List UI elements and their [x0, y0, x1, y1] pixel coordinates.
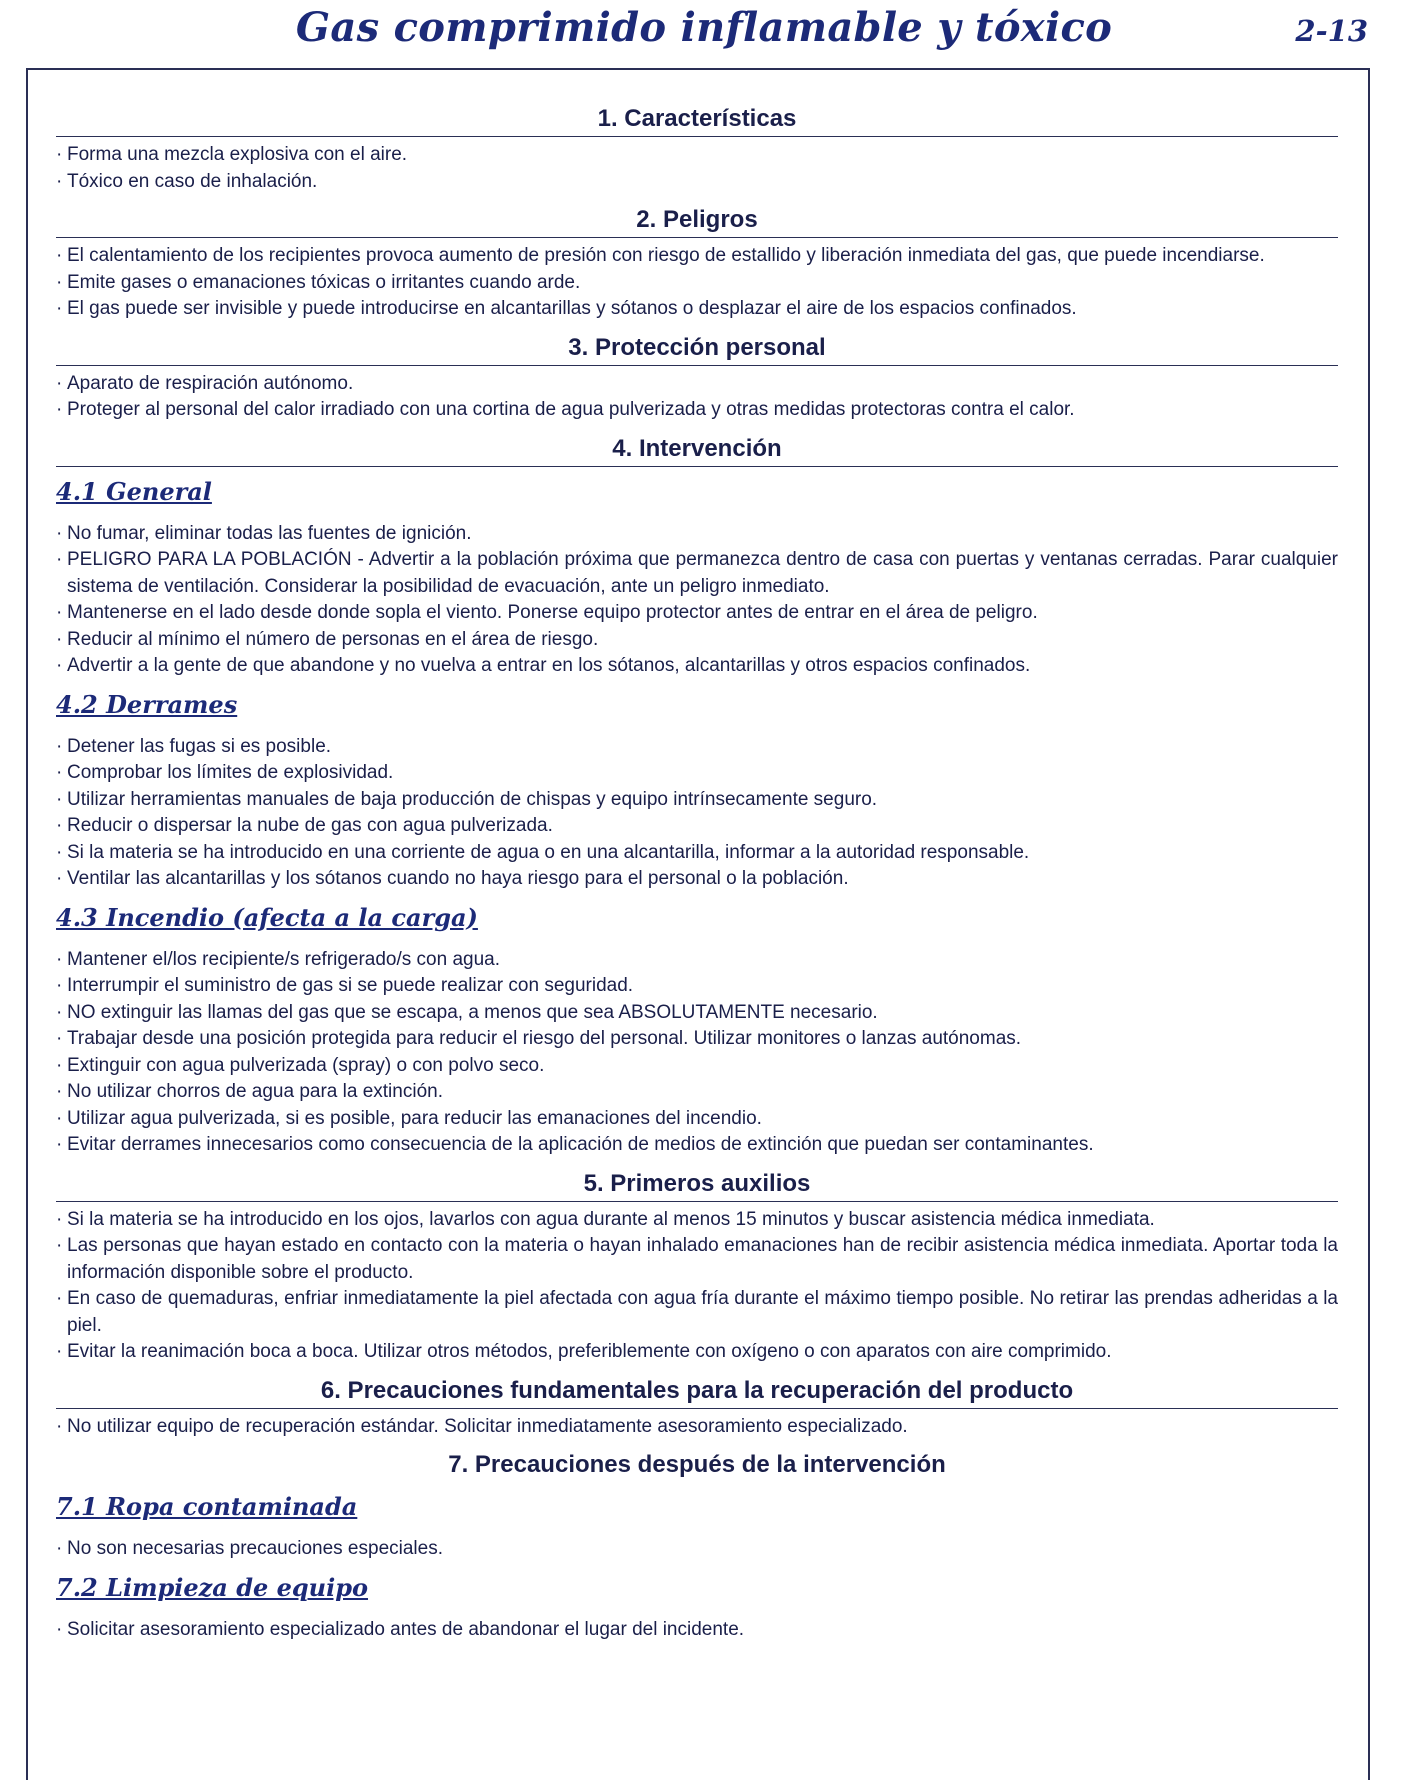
section-title-recuperacion: 6. Precauciones fundamentales para la recuperación del producto: [56, 1376, 1338, 1409]
list-item: · Reducir o dispersar la nube de gas con agua pulverizada.: [56, 813, 1338, 840]
list-item: · Mantenerse en el lado desde donde sopla el viento. Ponerse equipo protector antes de entrar en el área de peligro.: [56, 600, 1338, 627]
list-item: · Detener las fugas si es posible.: [56, 734, 1338, 761]
list-item: · Si la materia se ha introducido en una corriente de agua o en una alcantarilla, informar a la autoridad responsable.: [56, 840, 1338, 867]
list-item: · Tóxico en caso de inhalación.: [56, 169, 1338, 196]
list-item: · Evitar derrames innecesarios como consecuencia de la aplicación de medios de extinción que puedan ser contaminantes.: [56, 1132, 1338, 1159]
list-item: · Ventilar las alcantarillas y los sótanos cuando no haya riesgo para el personal o la población.: [56, 866, 1338, 893]
list-item: · Extinguir con agua pulverizada (spray) o con polvo seco.: [56, 1053, 1338, 1080]
section-title-despues-intervencion: 7. Precauciones después de la intervención: [448, 1451, 946, 1478]
list-item: · Interrumpir el suministro de gas si se puede realizar con seguridad.: [56, 973, 1338, 1000]
subsection-title-incendio: 4.3 Incendio (afecta a la carga): [56, 902, 478, 932]
list-item: · Forma una mezcla explosiva con el aire.: [56, 142, 1338, 169]
list-item: · El calentamiento de los recipientes provoca aumento de presión con riesgo de estallido y liberación inmediata del gas, que puede incendiarse.: [56, 243, 1338, 270]
subsection-title-ropa: 7.1 Ropa contaminada: [56, 1492, 358, 1521]
list-item: · PELIGRO PARA LA POBLACIÓN - Advertir a la población próxima que permanezca dentro de casa con puertas y ventanas cerradas. Parar cualquier sistema de ventilación. Considerar la posibilidad de evacuación, ante un peligro inmediato.: [56, 547, 1338, 600]
list-item: · Solicitar asesoramiento especializado antes de abandonar el lugar del incidente.: [56, 1617, 1338, 1644]
list-item: · Comprobar los límites de explosividad.: [56, 760, 1338, 787]
list-item: · Aparato de respiración autónomo.: [56, 371, 1338, 398]
list-item: · Evitar la reanimación boca a boca. Utilizar otros métodos, preferiblemente con oxígeno o con aparatos con aire comprimido.: [56, 1339, 1338, 1366]
section-title-intervencion: 4. Intervención: [56, 434, 1338, 467]
list-item: · Emite gases o emanaciones tóxicas o irritantes cuando arde.: [56, 270, 1338, 297]
list-item: · Proteger al personal del calor irradiado con una cortina de agua pulverizada y otras medidas protectoras contra el calor.: [56, 397, 1338, 424]
list-item: · NO extinguir las llamas del gas que se escapa, a menos que sea ABSOLUTAMENTE necesario.: [56, 1000, 1338, 1027]
list-item: · No son necesarias precauciones especiales.: [56, 1536, 1338, 1563]
section-title-peligros: 2. Peligros: [56, 205, 1338, 238]
document-title: Gas comprimido inflamable y tóxico: [295, 4, 1113, 51]
list-item: · No utilizar chorros de agua para la extinción.: [56, 1079, 1338, 1106]
subsection-title-general: 4.1 General: [56, 476, 212, 506]
list-item: · Utilizar agua pulverizada, si es posible, para reducir las emanaciones del incendio.: [56, 1106, 1338, 1133]
list-item: · Advertir a la gente de que abandone y no vuelva a entrar en los sótanos, alcantarillas y otros espacios confinados.: [56, 653, 1338, 680]
page-header: [0, 0, 1408, 62]
list-item: · Mantener el/los recipiente/s refrigerado/s con agua.: [56, 947, 1338, 974]
list-item: · Trabajar desde una posición protegida para reducir el riesgo del personal. Utilizar monitores o lanzas autónomas.: [56, 1026, 1338, 1053]
list-item: · No utilizar equipo de recuperación estándar. Solicitar inmediatamente asesoramiento especializado.: [56, 1414, 1338, 1441]
list-item: · En caso de quemaduras, enfriar inmediatamente la piel afectada con agua fría durante el máximo tiempo posible. No retirar las prendas adheridas a la piel.: [56, 1286, 1338, 1339]
section-title-proteccion: 3. Protección personal: [56, 333, 1338, 366]
list-item: · El gas puede ser invisible y puede introducirse en alcantarillas y sótanos o desplazar el aire de los espacios confinados.: [56, 296, 1338, 323]
list-item: · Reducir al mínimo el número de personas en el área de riesgo.: [56, 627, 1338, 654]
list-item: · Utilizar herramientas manuales de baja producción de chispas y equipo intrínsecamente seguro.: [56, 787, 1338, 814]
document-body: [56, 98, 1338, 1643]
subsection-title-derrames: 4.2 Derrames: [56, 689, 238, 719]
list-item: · Si la materia se ha introducido en los ojos, lavarlos con agua durante al menos 15 minutos y buscar asistencia médica inmediata.: [56, 1207, 1338, 1234]
section-title-caracteristicas: 1. Características: [56, 104, 1338, 137]
subsection-title-limpieza: 7.2 Limpieza de equipo: [56, 1572, 369, 1602]
section-title-primeros-auxilios: 5. Primeros auxilios: [56, 1169, 1338, 1202]
page-number: 2-13: [1295, 14, 1368, 48]
list-item: · No fumar, eliminar todas las fuentes de ignición.: [56, 521, 1338, 548]
list-item: · Las personas que hayan estado en contacto con la materia o hayan inhalado emanaciones han de recibir asistencia médica inmediata. Aportar toda la información disponible sobre el producto.: [56, 1233, 1338, 1286]
